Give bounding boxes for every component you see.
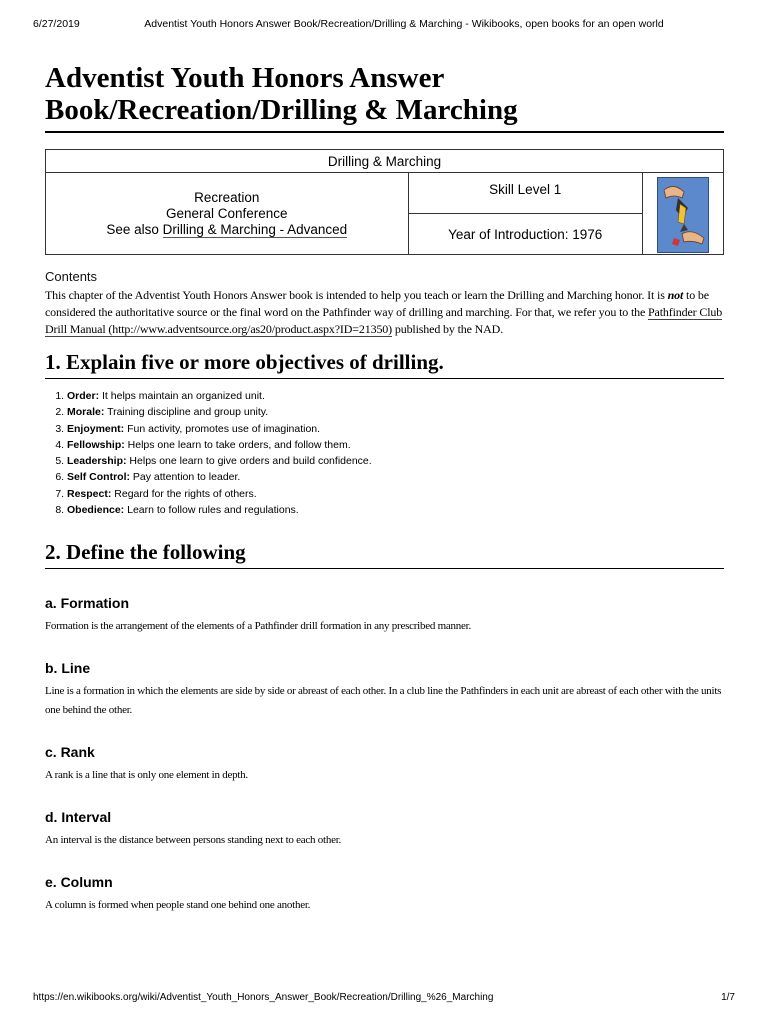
objective-term: Obedience: [67,504,125,517]
infobox-header: Drilling & Marching [46,150,724,173]
list-item [67,502,724,518]
objective-term: Respect: [67,487,112,500]
list-item [67,404,724,420]
objective-text: Pay attention to leader. [130,471,241,484]
list-item [67,437,724,453]
page-title [45,62,724,133]
infobox-see-also [46,222,408,238]
term-column-heading: e. Column [45,874,113,891]
infobox-skill-level-cell [408,173,642,214]
objective-term: Enjoyment: [67,422,125,435]
objective-term: Leadership: [67,455,127,468]
page-title-line-2: Book/Recreation/Drilling & Marching [45,94,518,126]
page-number: 1/7 [721,992,735,1003]
year-of-introduction: Year of Introduction: 1976 [448,226,603,242]
print-url: https://en.wikibooks.org/wiki/Adventist_Youth_Honors_Answer_Book/Recreation/Drilling_%26_Marching [33,992,494,1003]
skill-level: Skill Level 1 [489,182,562,197]
objective-term: Self Control: [67,471,130,484]
term-rank-heading: c. Rank [45,744,95,761]
term-formation-definition: Formation is the arrangement of the elements of a Pathfinder drill formation in any prescribed manner. [45,620,471,633]
honor-infobox [45,149,724,255]
intro-text-2: to be considered the authoritative source or the final word on the Pathfinder way of drilling and marching. For that, we refer you to the [45,288,709,319]
infobox-year-cell [408,214,642,255]
section-2-heading: 2. Define the following [45,540,724,569]
term-interval-heading: d. Interval [45,809,112,826]
section-1-heading: 1. Explain five or more objectives of drilling. [45,350,724,379]
objective-text: Fun activity, promotes use of imagination. [124,422,321,435]
intro-paragraph [45,287,724,338]
honor-patch-image[interactable] [657,177,709,253]
objective-text: Helps one learn to take orders, and follow them. [124,438,351,451]
objective-term: Order: [67,390,100,402]
list-item [67,469,724,485]
objective-term: Fellowship: [67,438,125,451]
infobox-info-cell [46,173,409,255]
objective-text: Regard for the rights of others. [111,487,257,500]
list-item [67,388,724,404]
infobox-organization: General Conference [165,205,288,221]
contents-label[interactable]: Contents [45,269,98,284]
intro-text-1: This chapter of the Adventist Youth Honors Answer book is intended to help you teach or learn the Drilling and Marching honor. It is [45,288,668,302]
objective-text: It helps maintain an organized unit. [99,390,265,402]
term-formation-heading: a. Formation [45,595,130,612]
objective-text: Helps one learn to give orders and build confidence. [126,455,372,468]
list-item [67,453,724,469]
term-line-heading: b. Line [45,660,91,677]
term-column-definition: A column is formed when people stand one behind one another. [45,899,311,912]
term-interval-definition: An interval is the distance between persons standing next to each other. [45,834,342,847]
term-line-definition: Line is a formation in which the elements are side by side or abreast of each other. In a club line the Pathfinders in each unit are abreast of each other with the units one behind the other. [45,685,722,717]
page-title-line-1: Adventist Youth Honors Answer [45,62,445,94]
infobox-category[interactable]: Recreation [194,189,260,205]
print-date: 6/27/2019 [33,18,80,30]
print-header [33,18,735,32]
print-footer [33,992,735,1006]
objective-term: Morale: [67,406,105,419]
objective-text: Learn to follow rules and regulations. [124,504,299,517]
page-content [45,62,724,915]
see-also-link[interactable]: Drilling & Marching - Advanced [162,221,348,237]
intro-text-3: published by the NAD. [392,322,504,336]
list-item [67,486,724,502]
see-also-label: See also [106,221,163,237]
marching-hands-icon [658,178,708,252]
objective-text: Training discipline and group unity. [104,406,269,419]
drill-manual-link[interactable]: Pathfinder Club Drill Manual (http://www.adventsource.org/as20/product.aspx?ID=21350) [45,305,723,336]
intro-emphasis: not [667,288,684,302]
term-rank-definition: A rank is a line that is only one element in depth. [45,769,248,782]
list-item [67,421,724,437]
print-page-title: Adventist Youth Honors Answer Book/Recreation/Drilling & Marching - Wikibooks, open books for an open world [144,18,664,30]
infobox-image-cell [642,173,723,255]
objectives-list [45,388,724,518]
